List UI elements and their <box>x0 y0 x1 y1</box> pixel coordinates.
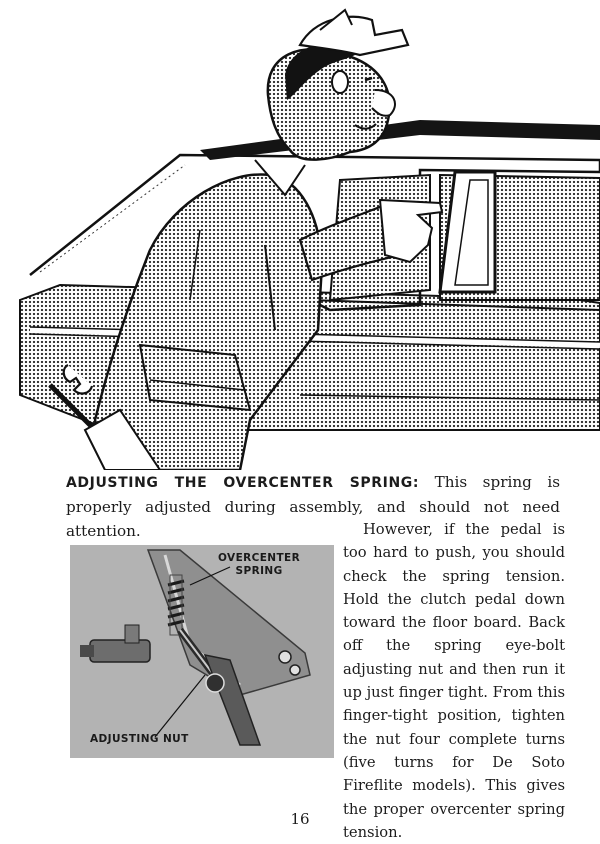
clutch-mechanism-photo <box>70 545 334 758</box>
overcenter-spring-callout <box>218 552 300 578</box>
section-intro-text: This spring is properly adjusted during assembly, and should not need attention. <box>66 473 560 540</box>
adjusting-nut-callout: ADJUSTING NUT <box>90 733 189 745</box>
body-paragraph: However, if the pedal is too hard to push, you should check the spring tension. Hold the clutch pedal down toward the floor board. Back off the spring eye-bolt adjusting nut and then run it up just finger tight. From this finger-tight position, tighten the nut four complete turns (five turns for De Soto Fireflite models). This gives the proper overcenter spring tension. <box>343 521 565 841</box>
section-heading: ADJUSTING THE OVERCENTER SPRING: <box>66 475 420 491</box>
callout-line: OVERCENTER <box>218 552 301 564</box>
callout-line: SPRING <box>235 565 283 577</box>
page-number: 16 <box>290 810 310 828</box>
